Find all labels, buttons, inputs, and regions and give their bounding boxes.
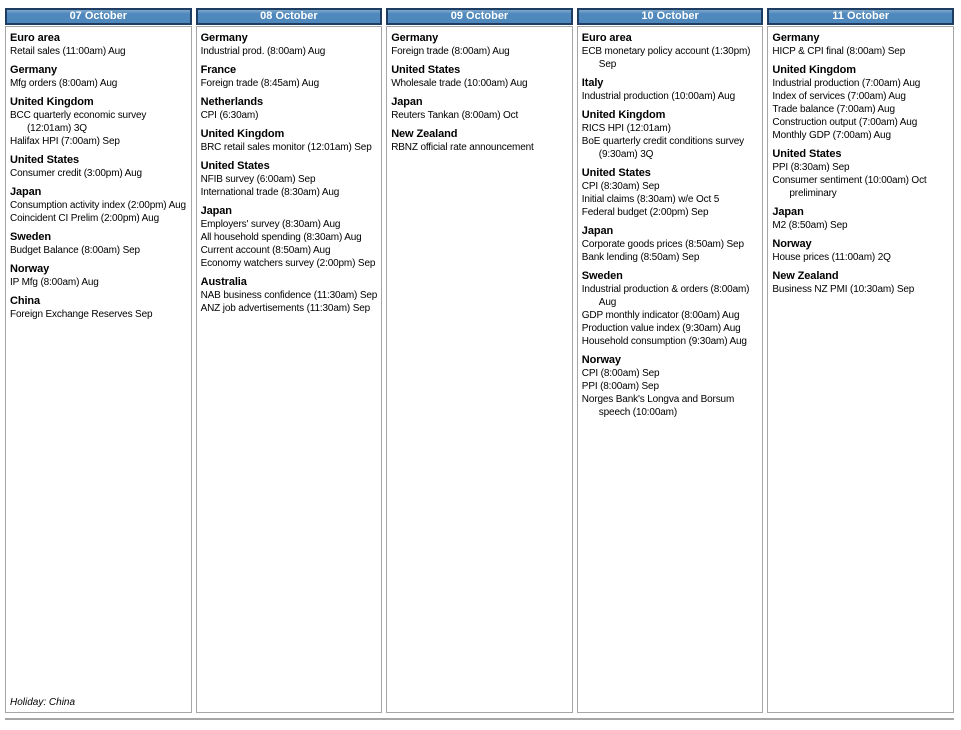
- event-item: IP Mfg (8:00am) Aug: [10, 277, 99, 288]
- country-group: [582, 166, 759, 219]
- event-item: International trade (8:30am) Aug: [200, 187, 340, 198]
- day-cell: [767, 26, 954, 713]
- event-item: Trade balance (7:00am) Aug: [772, 104, 895, 115]
- country-label: Japan: [200, 205, 232, 217]
- country-group: [391, 127, 568, 154]
- event-item: Monthly GDP (7:00am) Aug: [772, 130, 891, 141]
- day-cell: [196, 26, 383, 713]
- event-item: Construction output (7:00am) Aug: [772, 117, 918, 128]
- day-cell: [577, 26, 764, 713]
- country-label: Italy: [581, 77, 604, 89]
- day-column: [5, 8, 192, 713]
- country-label: Norway: [772, 238, 812, 250]
- event-item: Bank lending (8:50am) Sep: [581, 252, 700, 263]
- country-group: [391, 31, 568, 58]
- event-item: BoE quarterly credit conditions survey (9:30am) 3Q: [581, 136, 744, 160]
- country-label: Japan: [772, 206, 804, 218]
- country-label: Sweden: [581, 270, 623, 282]
- event-item: Mfg orders (8:00am) Aug: [10, 78, 118, 89]
- country-group: [201, 204, 378, 270]
- country-group: [391, 95, 568, 122]
- country-group: [772, 31, 949, 58]
- day-column: [577, 8, 764, 713]
- country-label: United States: [10, 154, 79, 166]
- economic-calendar-week-table: [5, 8, 954, 713]
- event-item: Industrial prod. (8:00am) Aug: [200, 46, 326, 57]
- day-column: [767, 8, 954, 713]
- country-group: [10, 31, 187, 58]
- event-item: Industrial production (7:00am) Aug: [772, 78, 921, 89]
- event-item: Consumption activity index (2:00pm) Aug: [10, 200, 186, 211]
- day-header: 11 October: [767, 8, 954, 25]
- country-label: United Kingdom: [772, 64, 856, 76]
- country-label: New Zealand: [391, 128, 458, 140]
- day-header: 10 October: [577, 8, 764, 25]
- day-header: 09 October: [386, 8, 573, 25]
- country-group: [582, 353, 759, 419]
- country-group: [772, 269, 949, 296]
- event-item: Budget Balance (8:00am) Sep: [10, 245, 140, 256]
- event-item: Norges Bank's Longva and Borsum speech (10:00am): [581, 394, 735, 418]
- event-item: Business NZ PMI (10:30am) Sep: [772, 284, 915, 295]
- event-item: ECB monetary policy account (1:30pm) Sep: [581, 46, 751, 70]
- day-header: 08 October: [196, 8, 383, 25]
- event-item: ANZ job advertisements (11:30am) Sep: [200, 303, 371, 314]
- table-bottom-border: [5, 718, 954, 720]
- country-label: Norway: [581, 354, 621, 366]
- event-item: GDP monthly indicator (8:00am) Aug: [581, 310, 740, 321]
- country-label: Australia: [200, 276, 247, 288]
- event-item: NFIB survey (6:00am) Sep: [200, 174, 316, 185]
- event-item: Retail sales (11:00am) Aug: [10, 46, 126, 57]
- event-item: CPI (8:00am) Sep: [581, 368, 660, 379]
- event-item: House prices (11:00am) 2Q: [772, 252, 891, 263]
- country-label: Germany: [391, 32, 439, 44]
- event-item: Reuters Tankan (8:00am) Oct: [391, 110, 519, 121]
- country-group: [201, 159, 378, 199]
- event-item: Initial claims (8:30am) w/e Oct 5: [581, 194, 720, 205]
- country-group: [10, 63, 187, 90]
- event-item: BRC retail sales monitor (12:01am) Sep: [200, 142, 372, 153]
- event-item: Federal budget (2:00pm) Sep: [581, 207, 709, 218]
- event-item: Production value index (9:30am) Aug: [581, 323, 741, 334]
- country-group: [391, 63, 568, 90]
- country-group: [772, 63, 949, 142]
- event-item: Halifax HPI (7:00am) Sep: [10, 136, 120, 147]
- event-item: Industrial production & orders (8:00am) Aug: [581, 284, 750, 308]
- country-label: United Kingdom: [581, 109, 666, 121]
- country-label: United States: [200, 160, 270, 172]
- country-label: Japan: [391, 96, 423, 108]
- event-item: BCC quarterly economic survey (12:01am) 3Q: [10, 110, 147, 134]
- country-label: Japan: [581, 225, 614, 237]
- event-item: Consumer credit (3:00pm) Aug: [10, 168, 142, 179]
- country-group: [582, 76, 759, 103]
- event-item: Foreign trade (8:00am) Aug: [391, 46, 510, 57]
- event-item: Consumer sentiment (10:00am) Oct preliminary: [772, 175, 927, 199]
- country-group: [10, 262, 187, 289]
- country-group: [772, 147, 949, 200]
- country-label: United States: [391, 64, 461, 76]
- event-item: HICP & CPI final (8:00am) Sep: [772, 46, 906, 57]
- country-group: [10, 95, 187, 148]
- country-group: [582, 224, 759, 264]
- event-item: Household consumption (9:30am) Aug: [581, 336, 747, 347]
- country-group: [10, 153, 187, 180]
- country-label: Germany: [772, 32, 820, 44]
- country-group: [582, 31, 759, 71]
- event-item: CPI (6:30am): [200, 110, 259, 121]
- country-label: United States: [772, 148, 842, 160]
- holiday-note: Holiday: China: [10, 697, 76, 708]
- country-group: [201, 63, 378, 90]
- country-group: [772, 237, 949, 264]
- event-item: RICS HPI (12:01am): [581, 123, 671, 134]
- event-item: Index of services (7:00am) Aug: [772, 91, 906, 102]
- event-item: PPI (8:30am) Sep: [772, 162, 850, 173]
- day-cell: [5, 26, 192, 713]
- event-item: Current account (8:50am) Aug: [200, 245, 331, 256]
- day-column: [386, 8, 573, 713]
- country-label: France: [200, 64, 237, 76]
- event-item: Employers' survey (8:30am) Aug: [200, 219, 341, 230]
- country-label: Euro area: [10, 32, 60, 44]
- event-item: NAB business confidence (11:30am) Sep: [200, 290, 378, 301]
- country-label: Norway: [10, 263, 50, 275]
- country-group: [201, 31, 378, 58]
- country-label: New Zealand: [772, 270, 839, 282]
- event-item: Industrial production (10:00am) Aug: [581, 91, 735, 102]
- event-item: RBNZ official rate announcement: [391, 142, 534, 153]
- country-label: United States: [581, 167, 651, 179]
- event-item: Coincident CI Prelim (2:00pm) Aug: [10, 213, 160, 224]
- country-label: Germany: [200, 32, 248, 44]
- country-group: [582, 108, 759, 161]
- country-label: United Kingdom: [10, 96, 94, 108]
- country-group: [582, 269, 759, 348]
- event-item: Corporate goods prices (8:50am) Sep: [581, 239, 744, 250]
- country-label: Germany: [10, 64, 57, 76]
- day-cell: [386, 26, 573, 713]
- day-column: [196, 8, 383, 713]
- country-group: [201, 275, 378, 315]
- day-header: 07 October: [5, 8, 192, 25]
- country-label: China: [10, 295, 41, 307]
- event-item: CPI (8:30am) Sep: [581, 181, 660, 192]
- country-label: Euro area: [581, 32, 632, 44]
- country-group: [10, 230, 187, 257]
- country-label: Japan: [10, 186, 42, 198]
- country-label: Netherlands: [200, 96, 264, 108]
- event-item: Foreign trade (8:45am) Aug: [200, 78, 319, 89]
- country-group: [201, 95, 378, 122]
- event-item: Wholesale trade (10:00am) Aug: [391, 78, 528, 89]
- country-label: United Kingdom: [200, 128, 285, 140]
- country-group: [772, 205, 949, 232]
- event-item: M2 (8:50am) Sep: [772, 220, 848, 231]
- country-group: [10, 294, 187, 321]
- country-label: Sweden: [10, 231, 51, 243]
- event-item: PPI (8:00am) Sep: [581, 381, 659, 392]
- event-item: All household spending (8:30am) Aug: [200, 232, 362, 243]
- country-group: [201, 127, 378, 154]
- country-group: [10, 185, 187, 225]
- event-item: Foreign Exchange Reserves Sep: [10, 309, 153, 320]
- event-item: Economy watchers survey (2:00pm) Sep: [200, 258, 376, 269]
